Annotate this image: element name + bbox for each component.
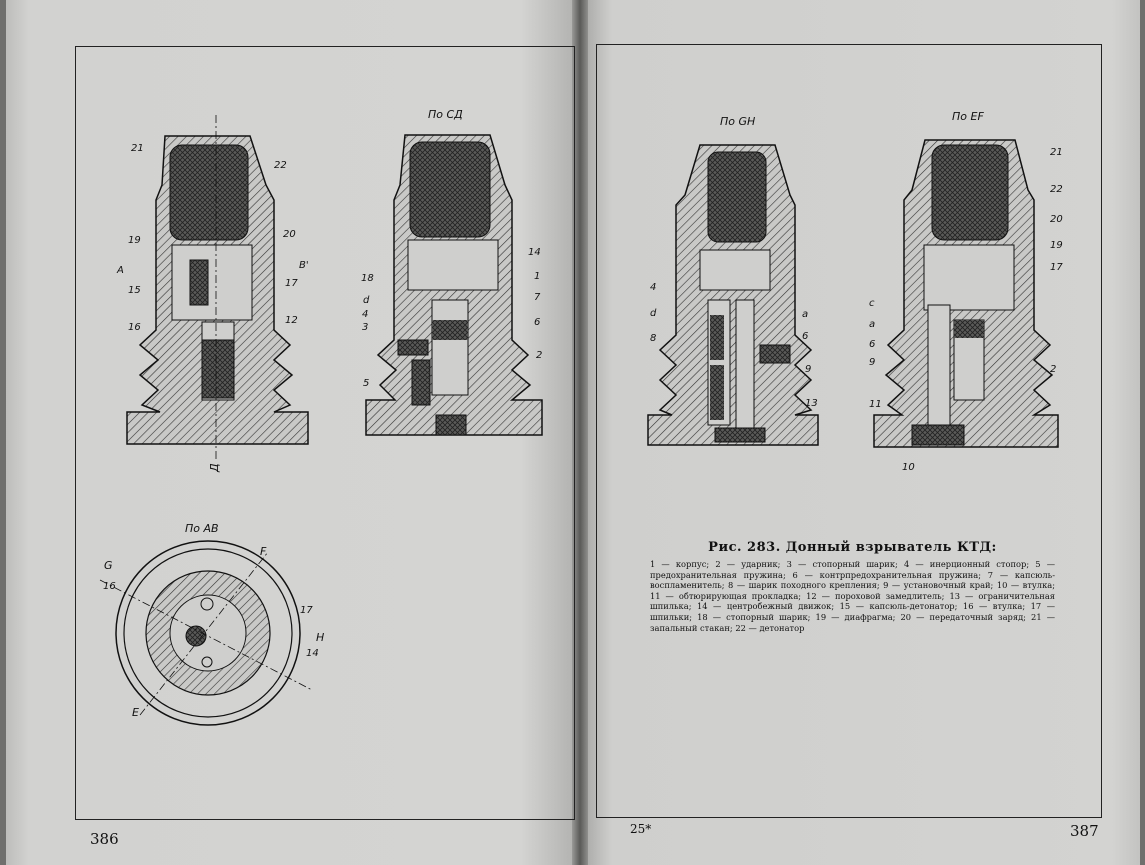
callout-22-b: 22	[1050, 184, 1063, 195]
callout-2-b: 2	[1050, 364, 1057, 375]
callout-17-b: 17	[1050, 262, 1063, 273]
callout-d-b: d	[650, 308, 657, 319]
figure-caption	[650, 540, 1055, 633]
callout-21: 21	[131, 143, 144, 154]
section-mark-g: G	[104, 559, 113, 572]
callout-10: 10	[902, 462, 915, 473]
page-number-right: 387	[1070, 822, 1099, 840]
cut-label-D: Д	[208, 463, 221, 472]
callout-14-b: 14	[528, 247, 541, 258]
callout-8: 8	[650, 333, 657, 344]
callout-9: 9	[805, 364, 812, 375]
callout-6-c: 6	[869, 339, 876, 350]
callout-6: 6	[534, 317, 541, 328]
callout-5: 5	[363, 378, 370, 389]
fuze-plan-ab	[100, 541, 312, 725]
fuze-section-gh	[648, 145, 818, 445]
section-mark-e: E	[132, 706, 139, 719]
callout-16: 16	[128, 322, 141, 333]
section-mark-f: F	[260, 545, 267, 558]
section-mark-h: H	[316, 631, 325, 644]
callout-6-b: 6	[802, 331, 809, 342]
callout-a: a	[802, 309, 809, 320]
plan-callout-17: 17	[300, 605, 313, 616]
callout-18: 18	[361, 273, 374, 284]
callout-a-b: a	[869, 319, 876, 330]
callout-2: 2	[536, 350, 543, 361]
callout-17: 17	[285, 278, 298, 289]
callout-d: d	[363, 295, 370, 306]
signature-mark: 25*	[630, 822, 652, 836]
callout-7: 7	[534, 292, 541, 303]
plan-callout-14: 14	[306, 648, 319, 659]
view-label-gh: По GН	[720, 115, 756, 128]
callout-11: 11	[869, 399, 882, 410]
callout-4: 4	[362, 309, 369, 320]
callout-15: 15	[128, 285, 141, 296]
callout-12: 12	[285, 315, 298, 326]
callout-20: 20	[283, 229, 296, 240]
fuze-section-ef	[874, 140, 1058, 447]
view-label-cd: По СД	[428, 108, 463, 121]
callout-19-b: 19	[1050, 240, 1063, 251]
view-label-ef: По EF	[952, 110, 984, 123]
view-label-ab: По АВ	[185, 522, 219, 535]
callout-3: 3	[362, 322, 369, 333]
callout-B: B'	[299, 260, 309, 271]
callout-20-b: 20	[1050, 214, 1063, 225]
page-number-left: 386	[90, 830, 119, 848]
callout-13: 13	[805, 398, 818, 409]
callout-19: 19	[128, 235, 141, 246]
fuze-section-cd	[366, 135, 542, 435]
callout-4-b: 4	[650, 282, 657, 293]
callout-22: 22	[274, 160, 287, 171]
callout-A: A	[117, 265, 124, 276]
callout-c: c	[869, 298, 875, 309]
callout-1: 1	[534, 271, 541, 282]
caption-title: Рис. 283. Донный взрыватель КТД:	[708, 540, 997, 555]
callout-21-b: 21	[1050, 147, 1063, 158]
callout-9-b: 9	[869, 357, 876, 368]
caption-text: 1 — корпус; 2 — ударник; 3 — стопорный шарик; 4 — инерционный стопор; 5 — предохранительная пружина; 6 — контрпредохранительная пружина; 7 — капсюль-воспламенитель; 8 — шарик походного крепления; 9 — установочный край; 10 — втулка; 11 — обтюрирующая прокладка; 12 — пороховой замедлитель; 13 — ограничительная шпилька; 14 — центробежный движок; 15 — капсюль-детонатор; 16 — втулка; 17 — шпильки; 18 — стопорный шарик; 19 — диафрагма; 20 — передаточный заряд; 21 — запальный стакан; 22 — детонатор	[650, 559, 1055, 633]
plan-callout-16: 16	[103, 581, 116, 592]
